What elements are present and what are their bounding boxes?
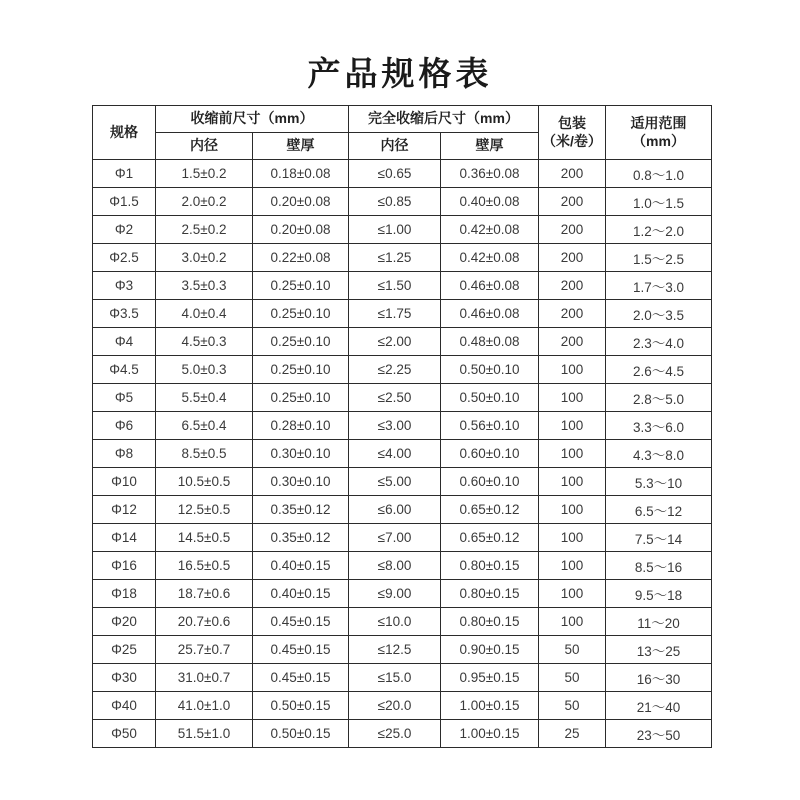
- spec-cell: Φ3.5: [93, 300, 156, 328]
- spec-cell: Φ30: [93, 664, 156, 692]
- table-cell: ≤0.85: [349, 188, 441, 216]
- table-cell: 100: [539, 524, 606, 552]
- table-cell: 2.8～5.0: [606, 384, 712, 412]
- table-cell: 0.46±0.08: [441, 272, 539, 300]
- spec-cell: Φ20: [93, 608, 156, 636]
- table-cell: 25.7±0.7: [156, 636, 253, 664]
- table-cell: 7.5～14: [606, 524, 712, 552]
- table-cell: 0.18±0.08: [253, 160, 349, 188]
- table-row: [93, 272, 712, 300]
- table-cell: 0.50±0.10: [441, 384, 539, 412]
- spec-cell: Φ10: [93, 468, 156, 496]
- table-cell: 100: [539, 608, 606, 636]
- table-cell: 14.5±0.5: [156, 524, 253, 552]
- table-cell: ≤0.65: [349, 160, 441, 188]
- table-cell: 0.8～1.0: [606, 160, 712, 188]
- table-cell: 0.36±0.08: [441, 160, 539, 188]
- table-cell: 50: [539, 664, 606, 692]
- table-row: [93, 244, 712, 272]
- table-row: [93, 608, 712, 636]
- table-cell: 1.00±0.15: [441, 720, 539, 748]
- table-cell: 2.5±0.2: [156, 216, 253, 244]
- table-cell: 51.5±1.0: [156, 720, 253, 748]
- table-cell: ≤1.75: [349, 300, 441, 328]
- table-cell: 0.60±0.10: [441, 468, 539, 496]
- table-cell: 8.5±0.5: [156, 440, 253, 468]
- table-cell: 2.3～4.0: [606, 328, 712, 356]
- table-cell: 10.5±0.5: [156, 468, 253, 496]
- table-cell: 0.30±0.10: [253, 440, 349, 468]
- table-cell: 0.30±0.10: [253, 468, 349, 496]
- table-cell: 2.0～3.5: [606, 300, 712, 328]
- table-cell: ≤6.00: [349, 496, 441, 524]
- table-cell: 1.0～1.5: [606, 188, 712, 216]
- table-cell: 0.45±0.15: [253, 608, 349, 636]
- table-cell: 12.5±0.5: [156, 496, 253, 524]
- table-row: [93, 692, 712, 720]
- spec-cell: Φ16: [93, 552, 156, 580]
- table-row: [93, 160, 712, 188]
- table-cell: ≤20.0: [349, 692, 441, 720]
- table-cell: 5.3～10: [606, 468, 712, 496]
- spec-cell: Φ1: [93, 160, 156, 188]
- table-cell: 3.5±0.3: [156, 272, 253, 300]
- table-row: [93, 496, 712, 524]
- table-cell: ≤1.50: [349, 272, 441, 300]
- table-cell: 100: [539, 580, 606, 608]
- table-row: [93, 216, 712, 244]
- table-cell: 1.7～3.0: [606, 272, 712, 300]
- header-applicable-range: [606, 106, 712, 160]
- table-row: [93, 188, 712, 216]
- table-cell: 0.42±0.08: [441, 216, 539, 244]
- table-cell: 0.50±0.15: [253, 692, 349, 720]
- table-cell: ≤5.00: [349, 468, 441, 496]
- table-cell: 0.50±0.15: [253, 720, 349, 748]
- table-cell: 50: [539, 692, 606, 720]
- spec-cell: Φ3: [93, 272, 156, 300]
- table-cell: 20.7±0.6: [156, 608, 253, 636]
- table-cell: 1.2～2.0: [606, 216, 712, 244]
- table-cell: 0.60±0.10: [441, 440, 539, 468]
- spec-cell: Φ50: [93, 720, 156, 748]
- table-cell: 100: [539, 552, 606, 580]
- table-row: [93, 328, 712, 356]
- table-cell: 2.6～4.5: [606, 356, 712, 384]
- table-cell: 200: [539, 328, 606, 356]
- table-cell: 0.45±0.15: [253, 636, 349, 664]
- table-cell: 0.45±0.15: [253, 664, 349, 692]
- table-row: [93, 552, 712, 580]
- table-cell: 0.42±0.08: [441, 244, 539, 272]
- table-cell: 200: [539, 300, 606, 328]
- table-row: [93, 664, 712, 692]
- spec-cell: Φ1.5: [93, 188, 156, 216]
- table-cell: 0.80±0.15: [441, 580, 539, 608]
- table-cell: 0.65±0.12: [441, 496, 539, 524]
- table-cell: 3.0±0.2: [156, 244, 253, 272]
- table-cell: ≤15.0: [349, 664, 441, 692]
- table-cell: 200: [539, 272, 606, 300]
- table-row: [93, 468, 712, 496]
- table-cell: 3.3～6.0: [606, 412, 712, 440]
- table-cell: 0.35±0.12: [253, 496, 349, 524]
- table-cell: 0.28±0.10: [253, 412, 349, 440]
- table-cell: 16～30: [606, 664, 712, 692]
- page-title: 产品规格表: [307, 55, 493, 92]
- spec-cell: Φ4.5: [93, 356, 156, 384]
- table-cell: 100: [539, 384, 606, 412]
- table-cell: ≤2.50: [349, 384, 441, 412]
- table-cell: 100: [539, 440, 606, 468]
- spec-cell: Φ40: [93, 692, 156, 720]
- table-cell: ≤2.00: [349, 328, 441, 356]
- table-row: [93, 636, 712, 664]
- header-inner-diameter-after: 内径: [349, 133, 441, 160]
- table-row: [93, 720, 712, 748]
- table-cell: 0.20±0.08: [253, 216, 349, 244]
- table-cell: ≤25.0: [349, 720, 441, 748]
- table-cell: 6.5～12: [606, 496, 712, 524]
- table-cell: 0.48±0.08: [441, 328, 539, 356]
- table-cell: ≤8.00: [349, 552, 441, 580]
- table-cell: 100: [539, 496, 606, 524]
- table-cell: 0.80±0.15: [441, 608, 539, 636]
- table-cell: ≤1.00: [349, 216, 441, 244]
- table-cell: 1.5～2.5: [606, 244, 712, 272]
- table-row: [93, 440, 712, 468]
- header-packaging-line1: 包装: [558, 115, 586, 131]
- table-cell: 1.5±0.2: [156, 160, 253, 188]
- header-after-shrink-group: 完全收缩后尺寸（mm）: [349, 106, 539, 133]
- header-packaging-line2: （米/卷）: [542, 132, 602, 149]
- table-cell: ≤9.00: [349, 580, 441, 608]
- table-cell: 0.95±0.15: [441, 664, 539, 692]
- table-cell: 0.80±0.15: [441, 552, 539, 580]
- table-cell: 100: [539, 356, 606, 384]
- table-row: [93, 412, 712, 440]
- table-cell: 50: [539, 636, 606, 664]
- table-cell: 4.5±0.3: [156, 328, 253, 356]
- table-cell: 0.25±0.10: [253, 356, 349, 384]
- table-cell: 0.40±0.15: [253, 552, 349, 580]
- header-range-line2: （mm）: [632, 132, 685, 149]
- spec-table-header: [93, 106, 712, 160]
- table-cell: 4.0±0.4: [156, 300, 253, 328]
- table-cell: 2.0±0.2: [156, 188, 253, 216]
- spec-cell: Φ18: [93, 580, 156, 608]
- table-cell: ≤10.0: [349, 608, 441, 636]
- table-cell: 11～20: [606, 608, 712, 636]
- table-cell: 0.50±0.10: [441, 356, 539, 384]
- table-cell: 0.25±0.10: [253, 272, 349, 300]
- table-cell: 0.90±0.15: [441, 636, 539, 664]
- table-cell: 16.5±0.5: [156, 552, 253, 580]
- table-cell: 13～25: [606, 636, 712, 664]
- table-cell: 0.35±0.12: [253, 524, 349, 552]
- table-cell: 6.5±0.4: [156, 412, 253, 440]
- spec-cell: Φ2.5: [93, 244, 156, 272]
- spec-cell: Φ2: [93, 216, 156, 244]
- table-cell: 25: [539, 720, 606, 748]
- header-wall-thickness-before: 壁厚: [253, 133, 349, 160]
- table-cell: 5.0±0.3: [156, 356, 253, 384]
- table-cell: 200: [539, 216, 606, 244]
- header-packaging: [539, 106, 606, 160]
- spec-cell: Φ5: [93, 384, 156, 412]
- header-range-line1: 适用范围: [630, 115, 687, 131]
- table-cell: ≤3.00: [349, 412, 441, 440]
- table-row: [93, 524, 712, 552]
- table-row: [93, 356, 712, 384]
- table-cell: 100: [539, 412, 606, 440]
- header-spec: 规格: [93, 106, 156, 160]
- table-cell: 0.25±0.10: [253, 328, 349, 356]
- table-cell: ≤7.00: [349, 524, 441, 552]
- table-cell: ≤12.5: [349, 636, 441, 664]
- spec-cell: Φ8: [93, 440, 156, 468]
- header-before-shrink-group: 收缩前尺寸（mm）: [156, 106, 349, 133]
- spec-table-body: [93, 160, 712, 748]
- table-cell: 0.65±0.12: [441, 524, 539, 552]
- spec-cell: Φ6: [93, 412, 156, 440]
- table-cell: 0.56±0.10: [441, 412, 539, 440]
- table-cell: 0.40±0.15: [253, 580, 349, 608]
- table-cell: ≤1.25: [349, 244, 441, 272]
- table-cell: 8.5～16: [606, 552, 712, 580]
- spec-cell: Φ25: [93, 636, 156, 664]
- table-cell: 200: [539, 188, 606, 216]
- spec-cell: Φ14: [93, 524, 156, 552]
- table-row: [93, 580, 712, 608]
- table-cell: 100: [539, 468, 606, 496]
- spec-cell: Φ4: [93, 328, 156, 356]
- spec-table: [92, 105, 712, 748]
- header-inner-diameter-before: 内径: [156, 133, 253, 160]
- table-cell: 41.0±1.0: [156, 692, 253, 720]
- table-cell: 0.40±0.08: [441, 188, 539, 216]
- table-cell: 21～40: [606, 692, 712, 720]
- table-cell: 5.5±0.4: [156, 384, 253, 412]
- spec-cell: Φ12: [93, 496, 156, 524]
- table-cell: 23～50: [606, 720, 712, 748]
- table-cell: ≤2.25: [349, 356, 441, 384]
- table-cell: 9.5～18: [606, 580, 712, 608]
- table-cell: 18.7±0.6: [156, 580, 253, 608]
- table-row: [93, 384, 712, 412]
- table-cell: ≤4.00: [349, 440, 441, 468]
- table-cell: 200: [539, 160, 606, 188]
- table-cell: 0.25±0.10: [253, 300, 349, 328]
- table-cell: 0.22±0.08: [253, 244, 349, 272]
- table-cell: 0.20±0.08: [253, 188, 349, 216]
- table-cell: 200: [539, 244, 606, 272]
- table-cell: 1.00±0.15: [441, 692, 539, 720]
- header-row-groups: [93, 106, 712, 133]
- table-cell: 0.46±0.08: [441, 300, 539, 328]
- header-wall-thickness-after: 壁厚: [441, 133, 539, 160]
- table-cell: 31.0±0.7: [156, 664, 253, 692]
- table-row: [93, 300, 712, 328]
- table-cell: 0.25±0.10: [253, 384, 349, 412]
- table-cell: 4.3～8.0: [606, 440, 712, 468]
